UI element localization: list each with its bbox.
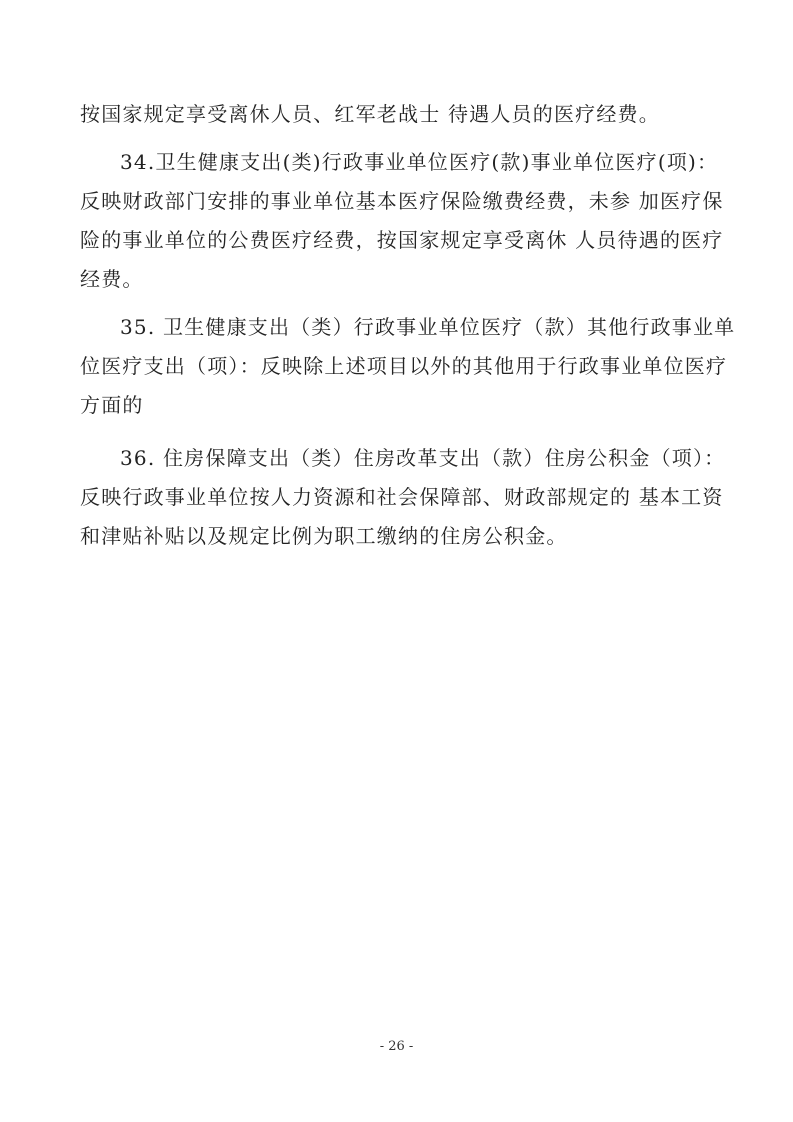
paragraph-line: 按国家规定享受离休人员、红军老战士 待遇人员的医疗经费。 — [80, 102, 660, 126]
paragraph-line: 反映行政事业单位按人力资源和社会保障部、财政部规定的 基本工资 — [80, 485, 724, 509]
paragraph-line: 经费。 — [80, 267, 144, 291]
item-34-heading-line: 34.卫生健康支出(类)行政事业单位医疗(款)事业单位医疗(项)： — [120, 150, 719, 174]
paragraph-line: 反映财政部门安排的事业单位基本医疗保险缴费经费，未参 加医疗保 — [80, 189, 724, 213]
paragraph-line: 方面的 — [80, 393, 144, 417]
page-number: - 26 - — [379, 1039, 414, 1054]
item-36-heading-line: 36. 住房保障支出（类）住房改革支出（款）住房公积金（项）： — [120, 446, 726, 470]
paragraph-line: 位医疗支出（项）：反映除上述项目以外的其他用于行政事业单位医疗 — [80, 354, 728, 378]
paragraph-line: 险的事业单位的公费医疗经费，按国家规定享受离休 人员待遇的医疗 — [80, 228, 724, 252]
paragraph-line: 和津贴补贴以及规定比例为职工缴纳的住房公积金。 — [80, 524, 568, 548]
item-35-heading-line: 35. 卫生健康支出（类）行政事业单位医疗（款）其他行政事业单 — [120, 315, 736, 339]
